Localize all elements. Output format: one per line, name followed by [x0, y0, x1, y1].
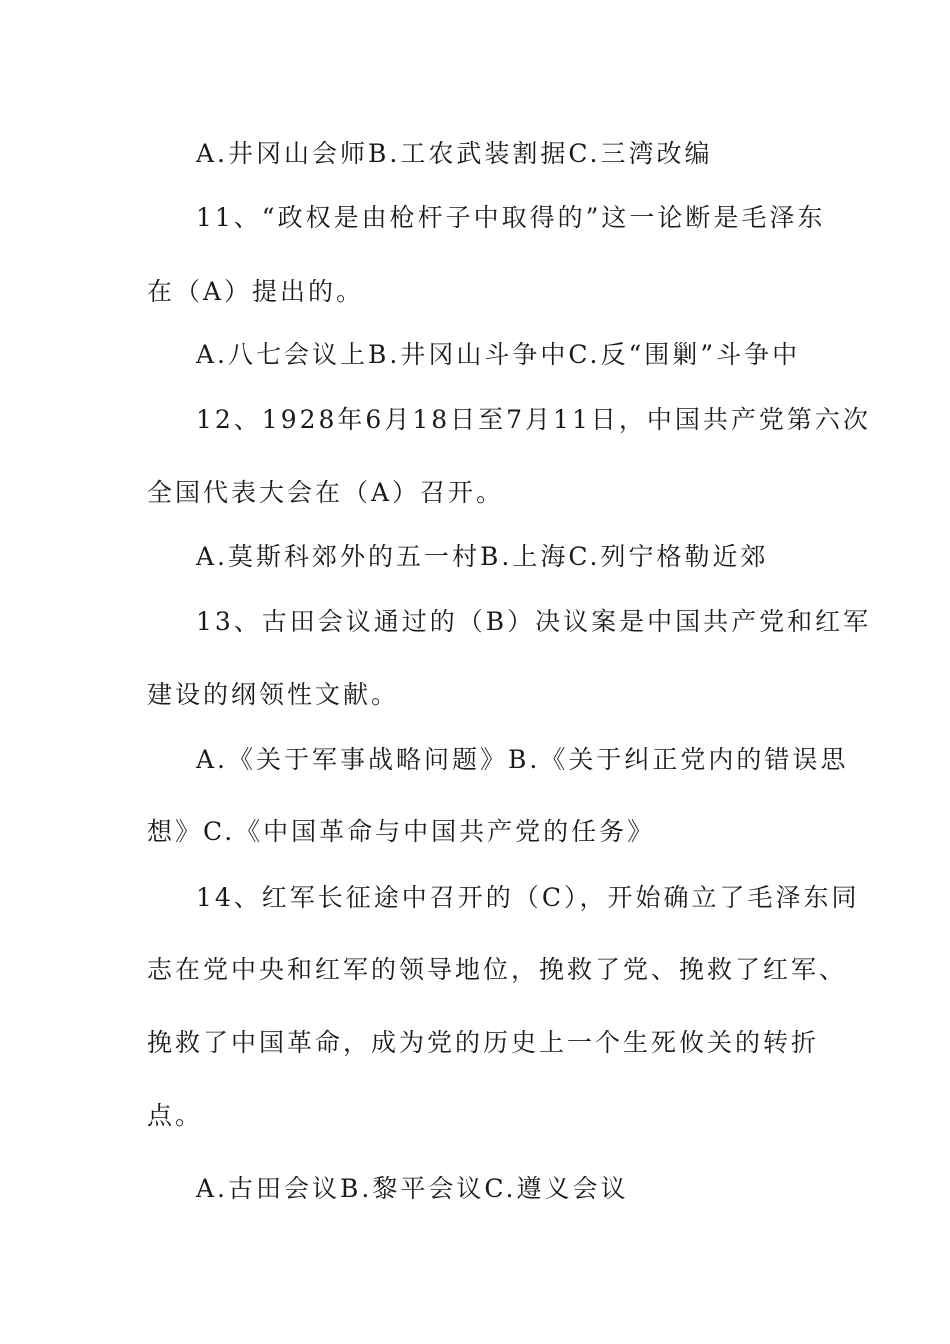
q14-question-cont: 点。: [147, 1101, 204, 1130]
q13-question: 13、古田会议通过的（B）决议案是中国共产党和红军: [196, 607, 872, 636]
q12-options: A.莫斯科郊外的五一村B.上海C.列宁格勒近郊: [196, 542, 769, 571]
q11-question: 11、“政权是由枪杆子中取得的”这一论断是毛泽东: [196, 203, 826, 232]
q14-question-cont: 志在党中央和红军的领导地位，挽救了党、挽救了红军、: [147, 955, 848, 984]
q13-options: A.《关于军事战略问题》B.《关于纠正党内的错误思: [196, 745, 849, 774]
q14-question: 14、红军长征途中召开的（C），开始确立了毛泽东同: [196, 883, 860, 912]
q13-options-cont: 想》C.《中国革命与中国共产党的任务》: [147, 817, 656, 846]
q11-question-cont: 在（A）提出的。: [147, 277, 365, 306]
q14-options: A.古田会议B.黎平会议C.遵义会议: [196, 1174, 629, 1203]
q13-question-cont: 建设的纲领性文献。: [147, 680, 400, 709]
q14-question-cont: 挽救了中国革命，成为党的历史上一个生死攸关的转折: [147, 1028, 820, 1057]
q12-question-cont: 全国代表大会在（A）召开。: [147, 478, 505, 507]
q12-question: 12、1928年6月18日至7月11日，中国共产党第六次: [196, 405, 871, 434]
q10-options: A.井冈山会师B.工农武装割据C.三湾改编: [196, 139, 713, 168]
q11-options: A.八七会议上B.井冈山斗争中C.反“围剿”斗争中: [196, 340, 801, 369]
